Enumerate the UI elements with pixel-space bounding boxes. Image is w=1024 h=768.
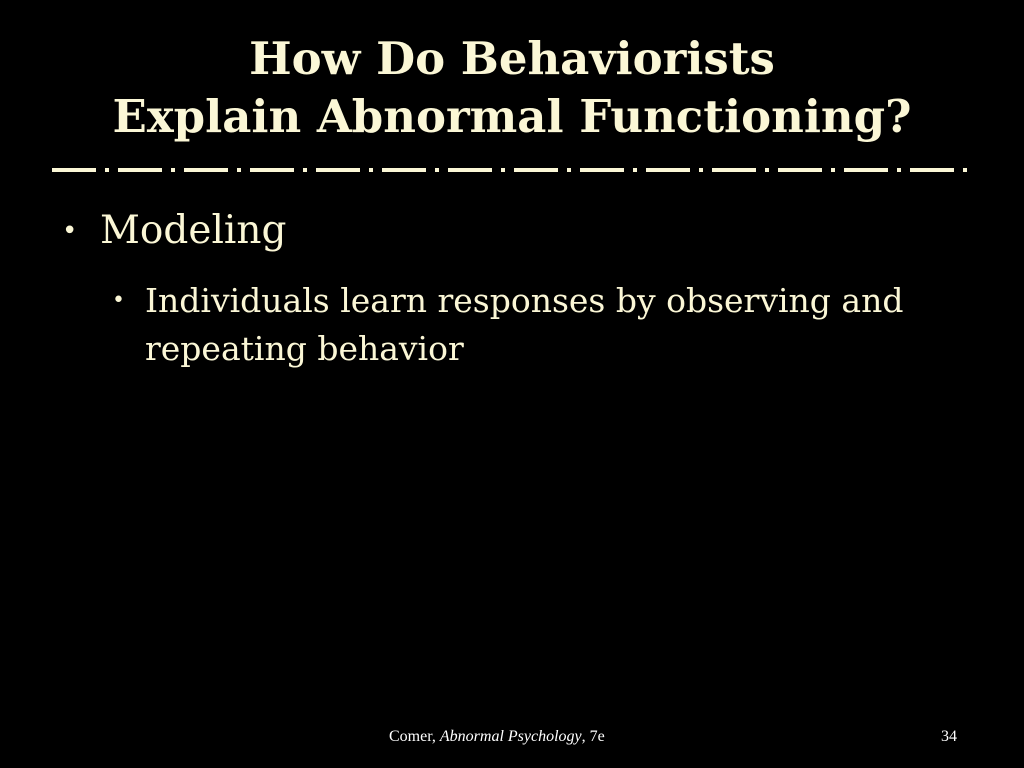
divider-dash (316, 168, 360, 172)
divider-dash (118, 168, 162, 172)
divider-dot (633, 168, 637, 172)
bullet-icon: • (62, 216, 78, 246)
divider-dash (778, 168, 822, 172)
footer-citation (389, 728, 605, 746)
divider-dash (844, 168, 888, 172)
divider-dash (52, 168, 96, 172)
divider-dot (105, 168, 109, 172)
footer-edition: , 7e (581, 728, 605, 745)
divider-dot (501, 168, 505, 172)
sub-bullet-item (100, 277, 965, 373)
footer-book-title: Abnormal Psychology (439, 728, 582, 745)
divider-dash (646, 168, 690, 172)
divider-dash (712, 168, 756, 172)
divider-dash (514, 168, 558, 172)
bullet-list (60, 205, 960, 373)
title-divider (52, 165, 972, 175)
divider-dash (910, 168, 954, 172)
divider-dash (382, 168, 426, 172)
divider-dot (897, 168, 901, 172)
bullet-text: Modeling (100, 208, 287, 253)
divider-dot (435, 168, 439, 172)
divider-dot (171, 168, 175, 172)
divider-dot (567, 168, 571, 172)
footer (0, 728, 1024, 750)
divider-dash (448, 168, 492, 172)
title-line-1: How Do Behaviorists (249, 32, 775, 85)
divider-dot (369, 168, 373, 172)
divider-dash (250, 168, 294, 172)
divider-dash (580, 168, 624, 172)
slide-title (0, 30, 1024, 146)
footer-author: Comer, (389, 728, 440, 745)
divider-dot (831, 168, 835, 172)
divider-dot (699, 168, 703, 172)
title-line-2: Explain Abnormal Functioning? (112, 90, 912, 143)
divider-dot (303, 168, 307, 172)
page-number: 34 (941, 728, 957, 745)
bullet-item (60, 205, 960, 257)
sub-bullet-text: Individuals learn responses by observing and repeating behavior (145, 281, 904, 368)
divider-dash (184, 168, 228, 172)
sub-bullet-icon: • (112, 288, 125, 313)
divider-dot (765, 168, 769, 172)
divider-dot (963, 168, 967, 172)
divider-dot (237, 168, 241, 172)
